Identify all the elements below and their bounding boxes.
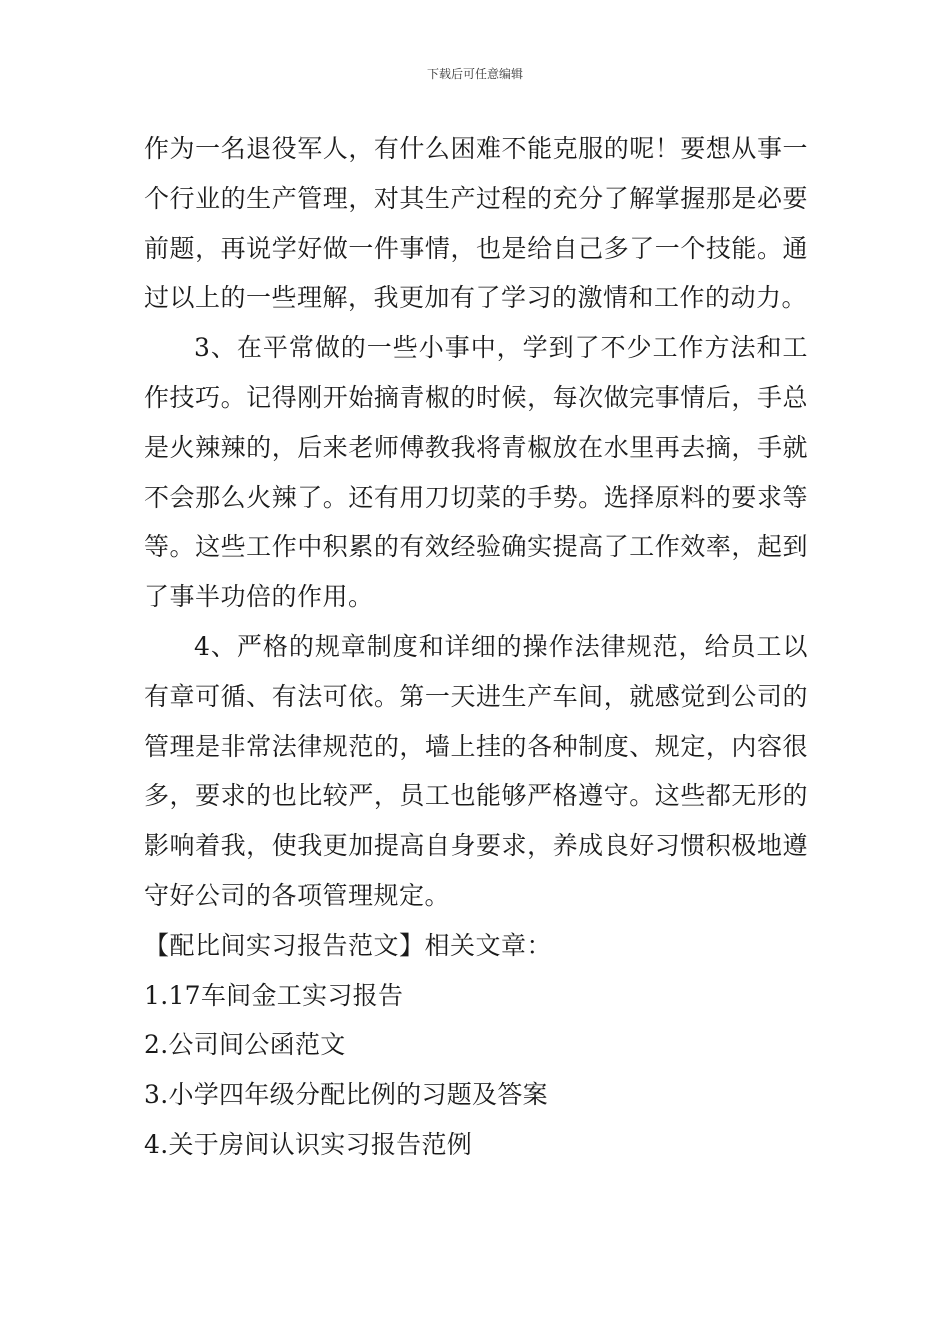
related-article-link[interactable]: 2.公司间公函范文 — [144, 1030, 346, 1060]
document-body — [144, 124, 808, 1170]
paragraph-point-4: 4、严格的规章制度和详细的操作法律规范，给员工以有章可循、有法可依。第一天进生产车间，就感觉到公司的管理是非常法律规范的，墙上挂的各种制度、规定，内容很多，要求的也比较严，员工也能够严格遵守。这些都无形的影响着我，使我更加提高自身要求，养成良好习惯积极地遵守好公司的各项管理规定。 — [144, 631, 808, 910]
related-articles-title: 【配比间实习报告范文】相关文章： — [144, 930, 553, 960]
page-header: 下载后可任意编辑 — [426, 67, 523, 81]
paragraph-continuation: 作为一名退役军人，有什么困难不能克服的呢！要想从事一个行业的生产管理，对其生产过程的充分了解掌握那是必要前题，再说学好做一件事情，也是给自己多了一个技能。通过以上的一些理解，我更加有了学习的激情和工作的动力。 — [144, 134, 808, 313]
paragraph-point-3: 3、在平常做的一些小事中，学到了不少工作方法和工作技巧。记得刚开始摘青椒的时候，每次做完事情后，手总是火辣辣的，后来老师傅教我将青椒放在水里再去摘，手就不会那么火辣了。还有用刀切菜的手势。选择原料的要求等等。这些工作中积累的有效经验确实提高了工作效率，起到了事半功倍的作用。 — [144, 333, 808, 612]
related-article-link[interactable]: 4.关于房间认识实习报告范例 — [144, 1129, 473, 1159]
related-article-link[interactable]: 1.17车间金工实习报告 — [144, 980, 404, 1010]
related-articles-list — [144, 971, 808, 1170]
related-article-link[interactable]: 3.小学四年级分配比例的习题及答案 — [144, 1080, 548, 1110]
